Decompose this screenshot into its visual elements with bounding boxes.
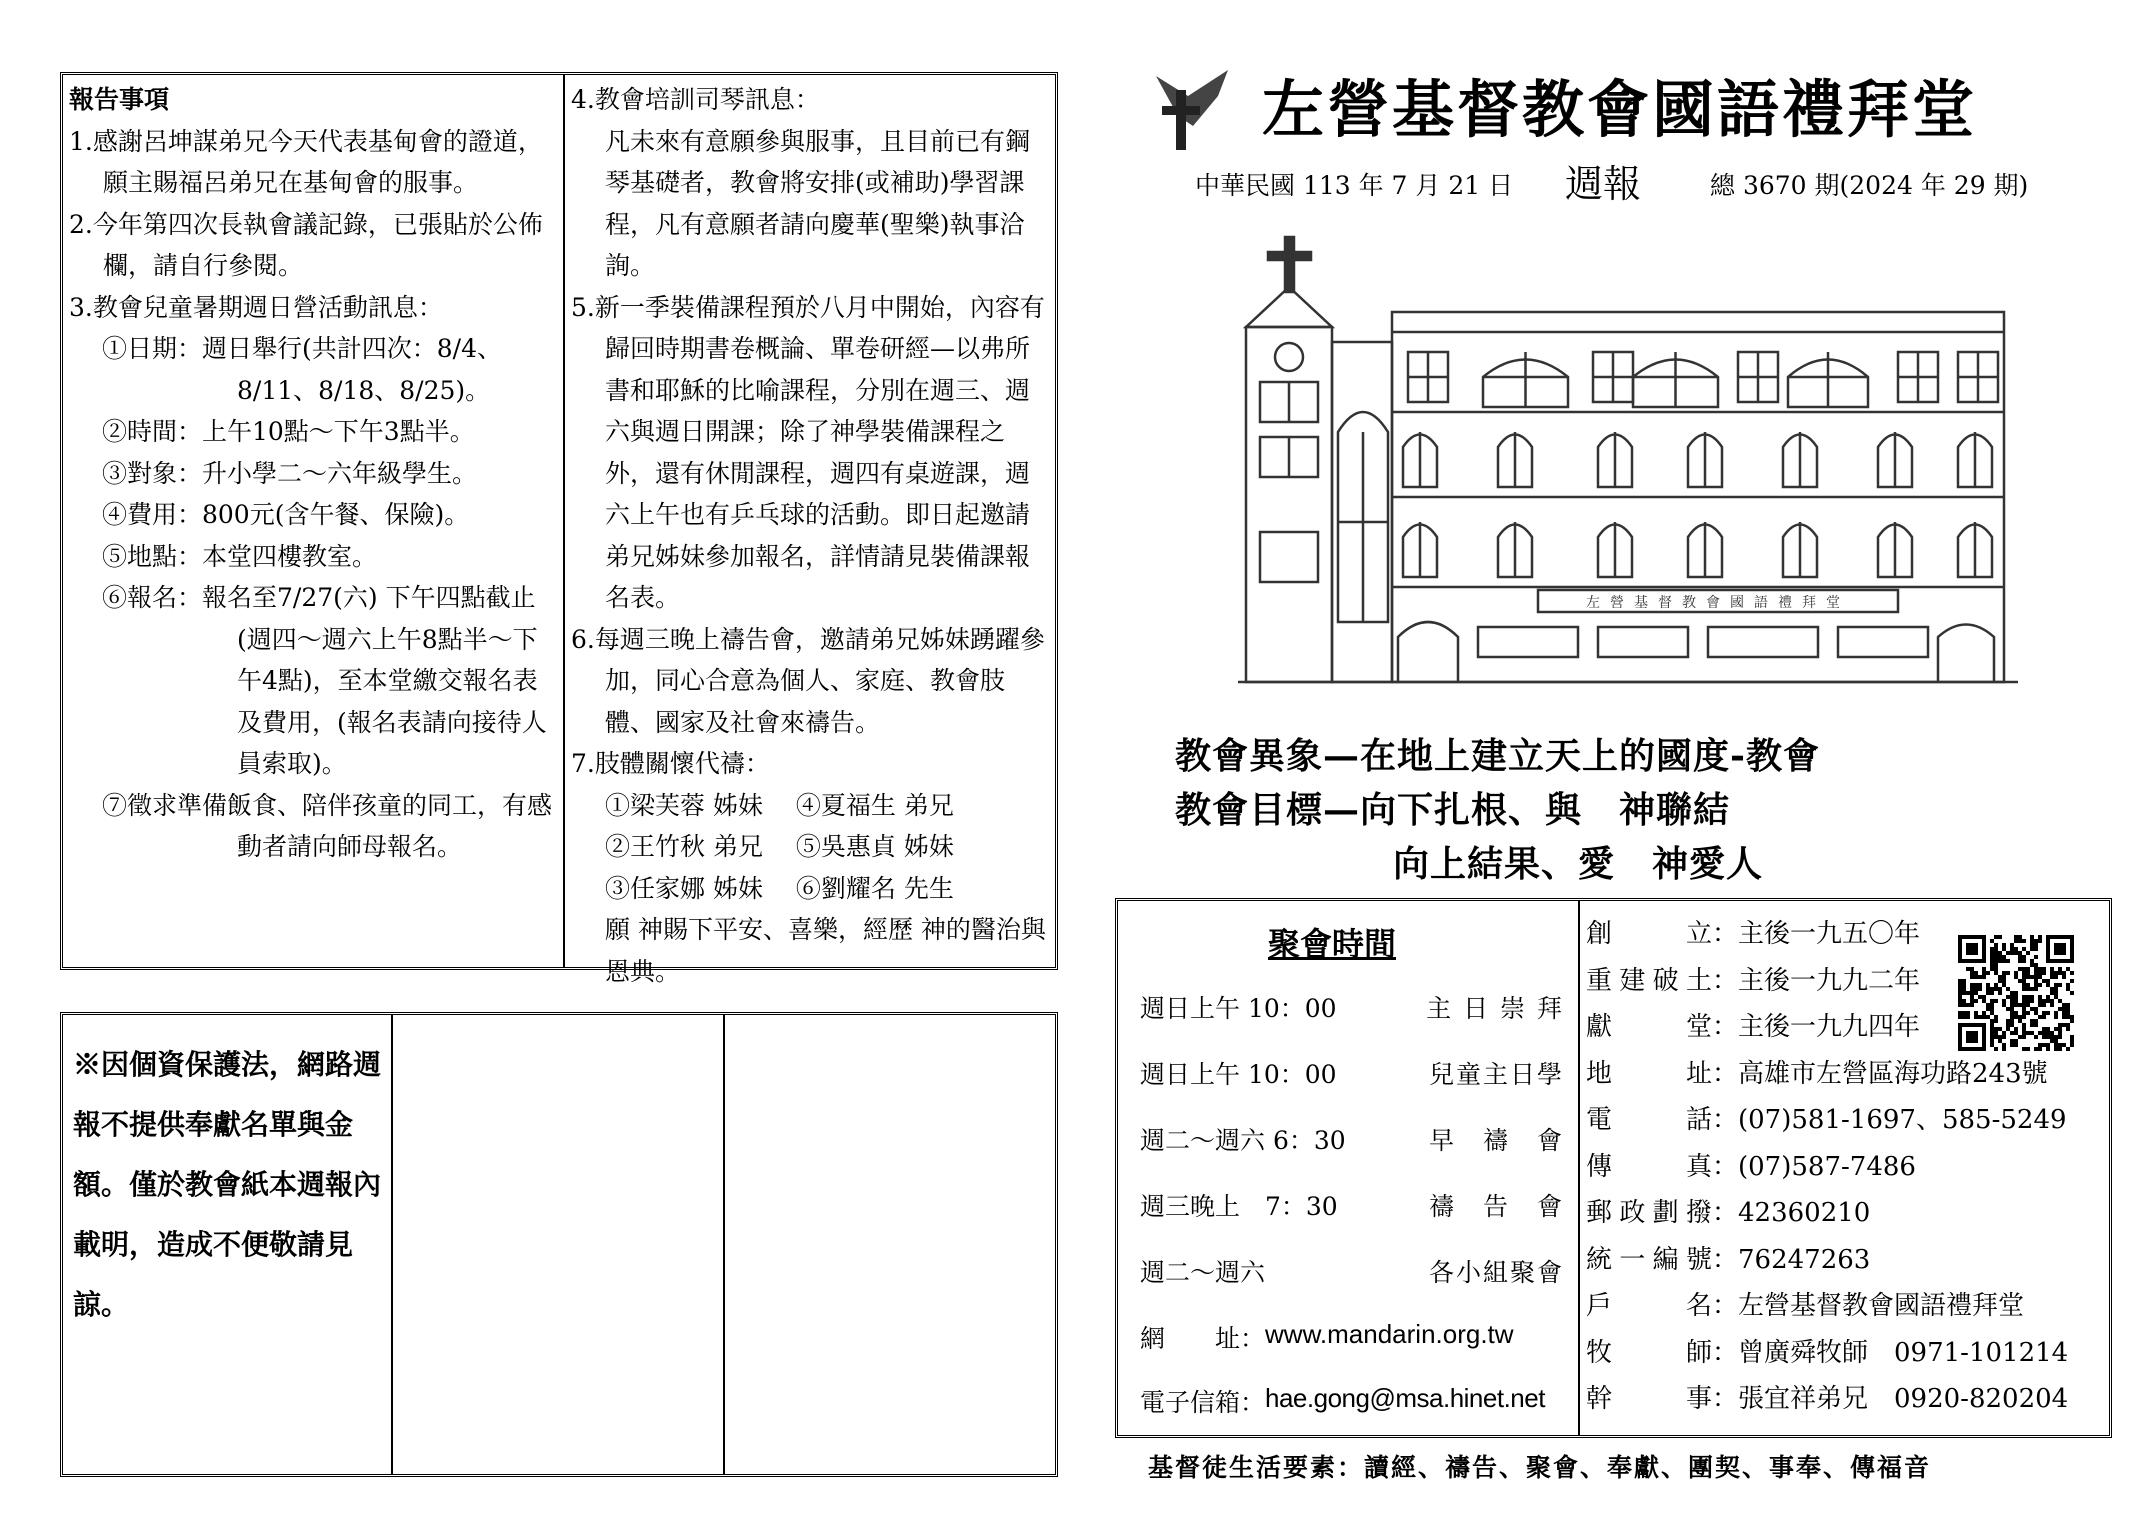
announcement-item: ⑤地點：本堂四樓教室。	[102, 541, 378, 571]
info-key: 幹事	[1586, 1384, 1712, 1414]
meeting-time: 週二～週六	[1140, 1258, 1266, 1287]
bulletin-label: 週報	[1565, 162, 1642, 206]
church-building-icon	[1238, 232, 2018, 687]
info-box	[1115, 898, 2112, 1438]
website-link[interactable]: www.mandarin.org.tw	[1265, 1319, 1514, 1349]
email-row	[1140, 1383, 1564, 1419]
dove-cross-icon	[1148, 66, 1238, 152]
announcement-item: ④費用：800元(含午餐、保險)。	[102, 500, 470, 529]
church-info-section	[1580, 901, 2108, 1435]
announcement-item: ①日期：週日舉行(共計四次：8/4、8/11、8/18、8/25)。	[102, 334, 502, 405]
church-title: 左營基督教會國語禮拜堂	[1262, 73, 1978, 146]
info-key: 重建破土	[1586, 965, 1712, 996]
info-value: ：76247263	[1712, 1244, 1871, 1275]
meeting-time: 週日上午 10：00	[1140, 1060, 1337, 1089]
qr-code[interactable]	[1958, 935, 2074, 1051]
info-key: 統一編號	[1586, 1244, 1712, 1275]
meeting-time: 週三晚上 7：30	[1140, 1192, 1338, 1221]
meeting-time: 週二～週六 6：30	[1140, 1126, 1346, 1155]
info-value: ：曾廣舜牧師 0971-101214	[1712, 1337, 2069, 1368]
meeting-name: 主 日 崇 拜	[1426, 994, 1564, 1023]
info-value: ：張宜祥弟兄 0920-820204	[1712, 1384, 2069, 1414]
announcement-item: ①梁芙蓉 姊妹 ④夏福生 弟兄	[605, 790, 954, 820]
email-link[interactable]: hae.gong@msa.hinet.net	[1265, 1383, 1545, 1413]
offering-divider-2	[723, 1015, 725, 1474]
email-label: 電子信箱：	[1140, 1388, 1266, 1417]
info-row	[1586, 1332, 2068, 1369]
info-key: 郵政劃撥	[1586, 1198, 1712, 1228]
meetings-heading: 聚會時間	[1268, 925, 1397, 963]
meeting-name: 禱 告 會	[1428, 1192, 1564, 1221]
announcement-item: 願 神賜下平安、喜樂，經歷 神的醫治與恩典。	[605, 915, 1046, 986]
info-key: 傳真	[1586, 1151, 1712, 1182]
info-row	[1586, 1239, 1870, 1276]
info-key: 獻堂	[1586, 1012, 1712, 1042]
info-row	[1586, 1099, 2067, 1136]
website-label: 網 址：	[1140, 1324, 1266, 1353]
info-row	[1586, 913, 1920, 950]
building-sign: 左營基督教會國語禮拜堂	[1586, 595, 1850, 611]
meeting-row	[1140, 1055, 1564, 1091]
info-row	[1586, 1192, 1870, 1229]
meeting-row	[1140, 989, 1564, 1025]
announcement-item: ③對象：升小學二～六年級學生。	[102, 458, 478, 488]
vision-line-1: 教會異象—在地上建立天上的國度-教會	[1175, 735, 1820, 777]
footer-motto: 基督徒生活要素：讀經、禱告、聚會、奉獻、團契、事奉、傳福音	[1148, 1453, 1932, 1482]
church-building-illustration	[1238, 232, 2018, 687]
announcement-item: 7.肢體關懷代禱：	[571, 749, 770, 778]
offering-box	[60, 1012, 1058, 1477]
date-line: 中華民國 113 年 7 月 21 日	[1195, 171, 1514, 200]
announcements-list-1	[69, 121, 557, 868]
vision-line-2: 教會目標—向下扎根、與 神聯結	[1175, 789, 1731, 831]
announcement-item: 5.新一季裝備課程預於八月中開始，內容有歸回時期書卷概論、單卷研經—以弗所書和耶穌的比喻課程，分別在週三、週六與週日開課；除了神學裝備課程之外，還有休閒課程，週四有桌遊課，週六上午也有乒乓球的活動。即日起邀請弟兄姊妹參加報名，詳情請見裝備課報名表。	[571, 292, 1045, 612]
info-value: ：(07)587-7486	[1712, 1151, 1916, 1182]
announcement-item: 1.感謝呂坤謀弟兄今天代表基甸會的證道，願主賜福呂弟兄在基甸會的服事。	[69, 126, 543, 197]
info-value: ：左營基督教會國語禮拜堂	[1712, 1291, 2025, 1321]
announcements-col-2	[565, 75, 1055, 986]
info-key: 創立	[1586, 919, 1712, 949]
church-logo	[1148, 66, 1238, 152]
announcement-item: 3.教會兒童暑期週日營活動訊息：	[69, 292, 443, 322]
info-row	[1586, 1378, 2068, 1415]
announcements-list-2	[571, 79, 1049, 992]
info-row	[1586, 1006, 1920, 1043]
announcement-item: 2.今年第四次長執會議記錄，已張貼於公佈欄，請自行參閱。	[69, 209, 543, 280]
info-key: 電話	[1586, 1105, 1712, 1135]
meeting-name: 各小組聚會	[1428, 1258, 1564, 1287]
announcement-item: ②時間：上午10點～下午3點半。	[102, 417, 475, 446]
info-row	[1586, 960, 1920, 997]
vision-line-3: 向上結果、愛 神愛人	[1393, 843, 1764, 885]
meeting-time: 週日上午 10：00	[1140, 994, 1337, 1023]
announcements-heading: 報告事項	[69, 85, 170, 114]
qr-code-icon	[1958, 935, 2074, 1051]
info-key: 戶名	[1586, 1291, 1712, 1321]
info-value: ：主後一九五〇年	[1712, 919, 1921, 949]
meeting-name: 兒童主日學	[1428, 1060, 1564, 1089]
meeting-row	[1140, 1121, 1564, 1157]
issue-number: 總 3670 期(2024 年 29 期)	[1710, 171, 2029, 200]
info-value: ：主後一九九二年	[1712, 965, 1921, 996]
announcements-col-1	[63, 75, 563, 967]
info-value: ：高雄市左營區海功路243號	[1712, 1058, 2048, 1089]
announcement-item: ③任家娜 姊妹 ⑥劉耀名 先生	[605, 873, 954, 903]
announcement-item: ⑦徵求準備飯食、陪伴孩童的同工，有感動者請向師母報名。	[102, 790, 553, 861]
website-row	[1140, 1319, 1564, 1355]
announcements-box	[60, 72, 1058, 986]
info-key: 牧師	[1586, 1337, 1712, 1368]
meetings-section	[1118, 901, 1578, 1435]
info-value: ：(07)581-1697、585-5249	[1712, 1105, 2067, 1135]
announcement-item: ⑥報名：報名至7/27(六) 下午四點截止(週四～週六上午8點半～下午4點)，至本堂繳交報名表及費用，(報名表請向接待人員索取)。	[102, 583, 547, 778]
announcement-item: 4.教會培訓司琴訊息：	[571, 85, 820, 114]
announcement-item: 凡未來有意願參與服事，且目前已有鋼琴基礎者，教會將安排(或補助)學習課程，凡有意願者請向慶華(聖樂)執事洽詢。	[605, 126, 1031, 280]
info-row	[1586, 1146, 1916, 1183]
info-key: 地址	[1586, 1058, 1712, 1089]
privacy-notice: ※因個資保護法，網路週報不提供奉獻名單與金額。僅於教會紙本週報內載明，造成不便敬請見諒。	[73, 1048, 382, 1321]
meeting-row	[1140, 1187, 1564, 1223]
announcement-item: 6.每週三晚上禱告會，邀請弟兄姊妹踴躍參加，同心合意為個人、家庭、教會肢體、國家及社會來禱告。	[571, 624, 1045, 737]
announcement-item: ②王竹秋 弟兄 ⑤吳惠貞 姊妹	[605, 832, 954, 861]
info-row	[1586, 1053, 2048, 1090]
offering-divider-1	[391, 1015, 393, 1474]
info-value: ：42360210	[1712, 1198, 1871, 1228]
meeting-row	[1140, 1253, 1564, 1289]
meeting-name: 早 禱 會	[1428, 1126, 1564, 1155]
info-row	[1586, 1285, 2024, 1322]
info-value: ：主後一九九四年	[1712, 1012, 1921, 1042]
